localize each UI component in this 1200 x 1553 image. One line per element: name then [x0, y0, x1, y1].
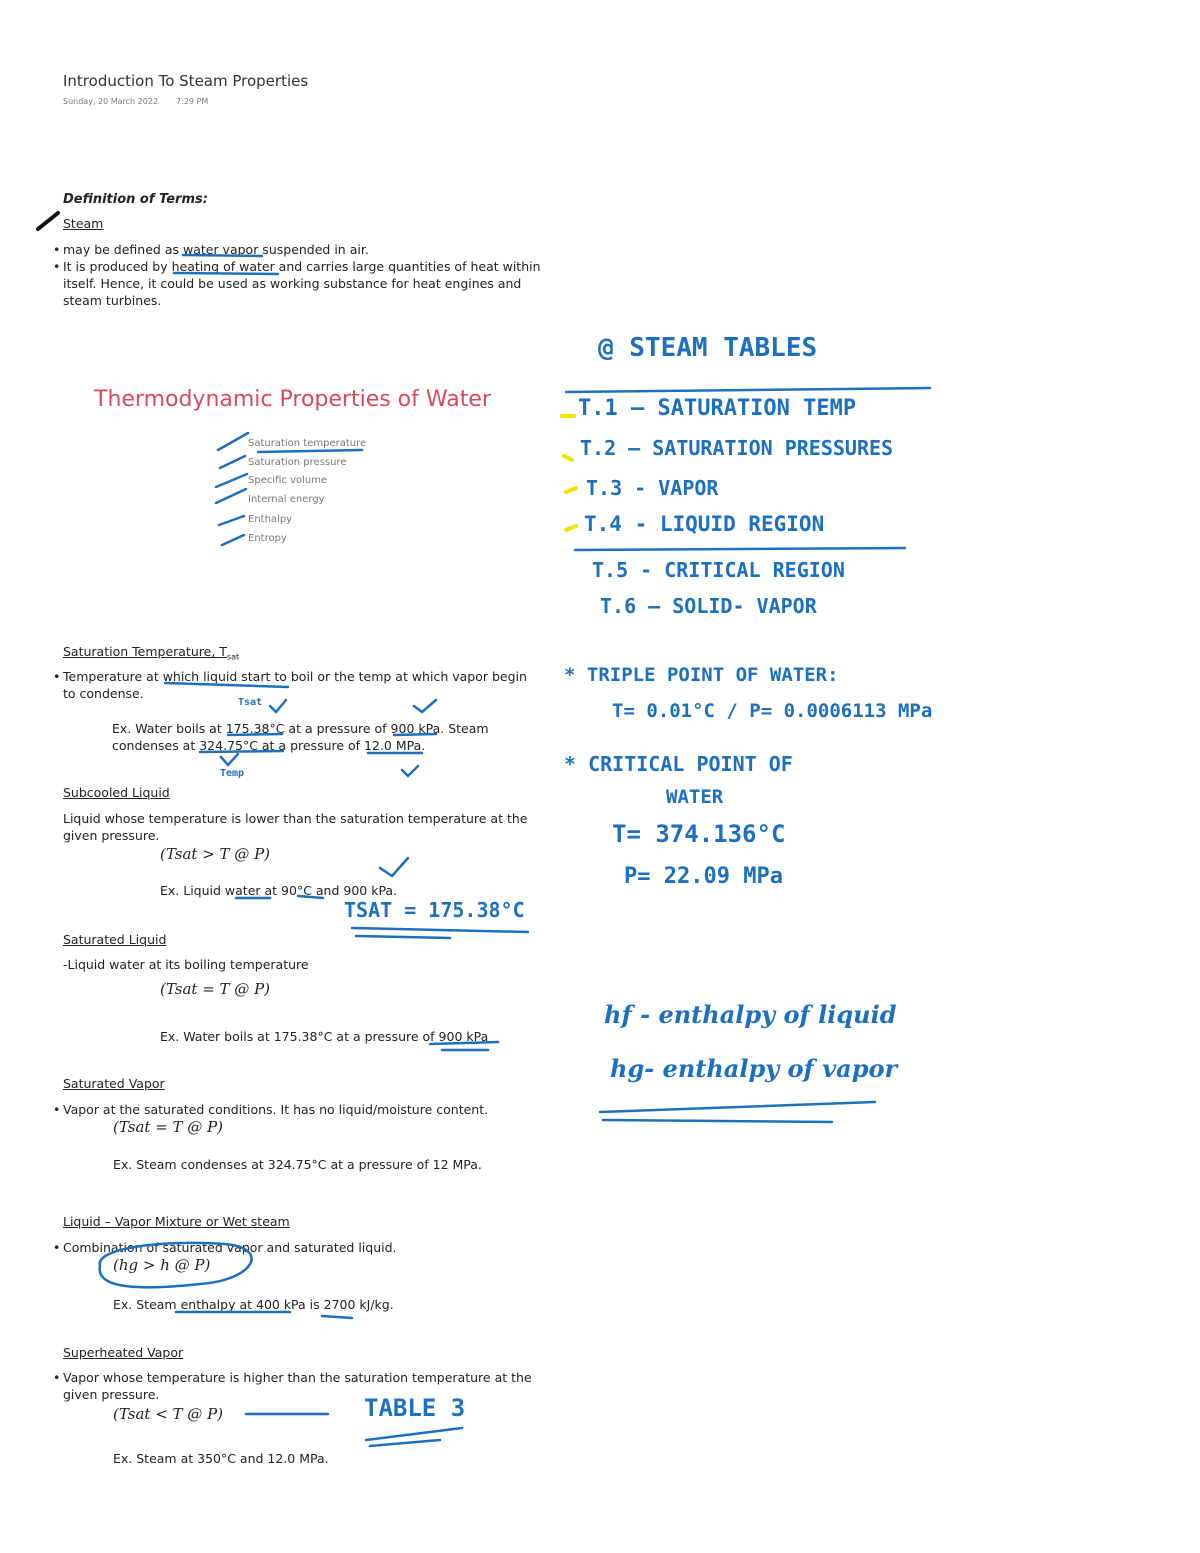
highlight-t2 — [564, 456, 572, 460]
underline-saturation-temperature — [258, 450, 362, 452]
tsat-underline-2 — [356, 936, 450, 938]
prop-item-6: Entropy — [248, 533, 287, 544]
sat-vapor-math: (Tsat = T @ P) — [113, 1118, 224, 1136]
sat-temp-heading-sub: sat — [226, 652, 240, 662]
page-title: Introduction To Steam Properties — [63, 72, 309, 90]
hand-triple-point: * TRIPLE POINT OF WATER: — [564, 664, 839, 686]
steam-bullet-2 — [63, 258, 541, 309]
steam-bullet-2-line1: • It is produced by heating of water and carries large quantities of heat within — [63, 259, 541, 274]
hand-tsat-note: TSAT = 175.38°C — [344, 898, 525, 922]
check-subcooled — [380, 858, 408, 876]
superheated-line2: given pressure. — [63, 1387, 160, 1402]
check-temp — [221, 754, 238, 765]
prop-item-3: Specific volume — [248, 475, 328, 486]
mixture-example: Ex. Steam enthalpy at 400 kPa is 2700 kJ/kg. — [113, 1297, 394, 1312]
hand-critical-point: * CRITICAL POINT OF — [564, 752, 793, 776]
check-entropy — [222, 535, 244, 545]
prop-item-2: Saturation pressure — [248, 457, 347, 468]
check-enthalpy — [219, 516, 244, 525]
sat-temp-line2: to condense. — [63, 686, 144, 701]
hand-hf: hf - enthalpy of liquid — [604, 1000, 897, 1029]
sat-temp-heading — [63, 644, 239, 662]
sat-vapor-line1: • Vapor at the saturated conditions. It has no liquid/moisture content. — [63, 1101, 488, 1118]
subcooled-heading: Subcooled Liquid — [63, 785, 170, 800]
check-2 — [402, 766, 418, 776]
steam-heading: Steam — [63, 216, 104, 231]
prop-item-5: Enthalpy — [248, 514, 293, 525]
hand-t1: T.1 — SATURATION TEMP — [578, 396, 857, 421]
line-under-hg-1 — [600, 1102, 875, 1112]
sat-temp-line1: • Temperature at which liquid start to boil or the temp at which vapor begin — [63, 669, 527, 684]
pen-mark — [38, 213, 58, 229]
mixture-heading: Liquid – Vapor Mixture or Wet steam — [63, 1214, 290, 1229]
sat-liquid-heading: Saturated Liquid — [63, 932, 167, 947]
hand-triple-values: T= 0.01°C / P= 0.0006113 MPa — [612, 700, 933, 722]
date-text: Sunday, 20 March 2022 — [63, 97, 159, 106]
check-internal-energy — [216, 489, 246, 503]
prop-item-4: Internal energy — [248, 494, 325, 505]
subcooled-math: (Tsat > T @ P) — [160, 845, 271, 863]
superheated-heading: Superheated Vapor — [63, 1345, 184, 1360]
subcooled-line2: given pressure. — [63, 828, 160, 843]
mixture-math: (hg > h @ P) — [113, 1256, 211, 1274]
hand-critical-pressure: P= 22.09 MPa — [624, 864, 783, 889]
steam-bullet-1: • may be defined as water vapor suspended in air. — [63, 241, 369, 258]
hand-t2: T.2 — SATURATION PRESSURES — [580, 436, 894, 460]
hand-t5: T.5 - CRITICAL REGION — [592, 558, 845, 582]
highlight-t4 — [566, 526, 576, 530]
sat-liquid-line1: -Liquid water at its boiling temperature — [63, 957, 309, 972]
sat-vapor-example: Ex. Steam condenses at 324.75°C at a pressure of 12 MPa. — [113, 1157, 482, 1172]
mixture-line1: • Combination of saturated vapor and saturated liquid. — [63, 1239, 397, 1256]
tsat-underline-1 — [352, 928, 528, 932]
sat-temp-example-1: Ex. Water boils at 175.38°C at a pressure of 900 kPa. Steam — [112, 721, 489, 736]
subcooled-example: Ex. Liquid water at 90°C and 900 kPa. — [160, 883, 398, 898]
time-text: 7:29 PM — [176, 97, 209, 106]
line-under-hg-2 — [603, 1120, 832, 1122]
hand-steam-tables: @ STEAM TABLES — [598, 333, 818, 363]
check-sat-pressure — [220, 456, 245, 468]
underline-2700 — [322, 1316, 352, 1318]
hand-hg: hg- enthalpy of vapor — [610, 1054, 898, 1083]
hand-t3: T.3 - VAPOR — [586, 476, 719, 500]
table3-underline-1 — [366, 1428, 462, 1440]
sat-vapor-heading: Saturated Vapor — [63, 1076, 165, 1091]
line-under-t4 — [575, 548, 905, 550]
sat-liquid-example: Ex. Water boils at 175.38°C at a pressure of 900 kPa — [160, 1029, 489, 1044]
steam-bullet-2-line3: steam turbines. — [63, 293, 162, 308]
sat-temp-bullet — [63, 668, 527, 702]
check-sat-temp — [218, 433, 248, 450]
superheated-line1: • Vapor whose temperature is higher than the saturation temperature at the — [63, 1370, 532, 1385]
hand-t6: T.6 — SOLID- VAPOR — [600, 594, 817, 618]
hand-temp-small: Temp — [220, 768, 245, 779]
hand-tsat-small: Tsat — [238, 697, 263, 708]
definition-heading: Definition of Terms: — [63, 192, 208, 207]
thermo-title: Thermodynamic Properties of Water — [94, 387, 491, 412]
subcooled-line1: Liquid whose temperature is lower than the saturation temperature at the — [63, 811, 528, 826]
highlight-t3 — [566, 488, 576, 492]
sat-temp-example-2: condenses at 324.75°C at a pressure of 12.0 MPa. — [112, 738, 426, 753]
check-specific-volume — [216, 474, 247, 487]
prop-item-1: Saturation temperature — [248, 438, 367, 449]
line-under-steam-tables — [566, 388, 930, 392]
page-date — [63, 97, 226, 106]
sat-liquid-math: (Tsat = T @ P) — [160, 980, 271, 998]
superheated-math: (Tsat < T @ P) — [113, 1405, 224, 1423]
hand-table3: TABLE 3 — [364, 1394, 466, 1422]
hand-critical-water: WATER — [666, 786, 724, 808]
sat-temp-heading-text: Saturation Temperature, T — [63, 644, 227, 659]
hand-critical-temp: T= 374.136°C — [612, 820, 786, 848]
table3-underline-2 — [370, 1440, 440, 1446]
steam-bullet-2-line2: itself. Hence, it could be used as working substance for heat engines and — [63, 276, 522, 291]
superheated-example: Ex. Steam at 350°C and 12.0 MPa. — [113, 1451, 329, 1466]
hand-t4: T.4 - LIQUID REGION — [584, 512, 825, 536]
